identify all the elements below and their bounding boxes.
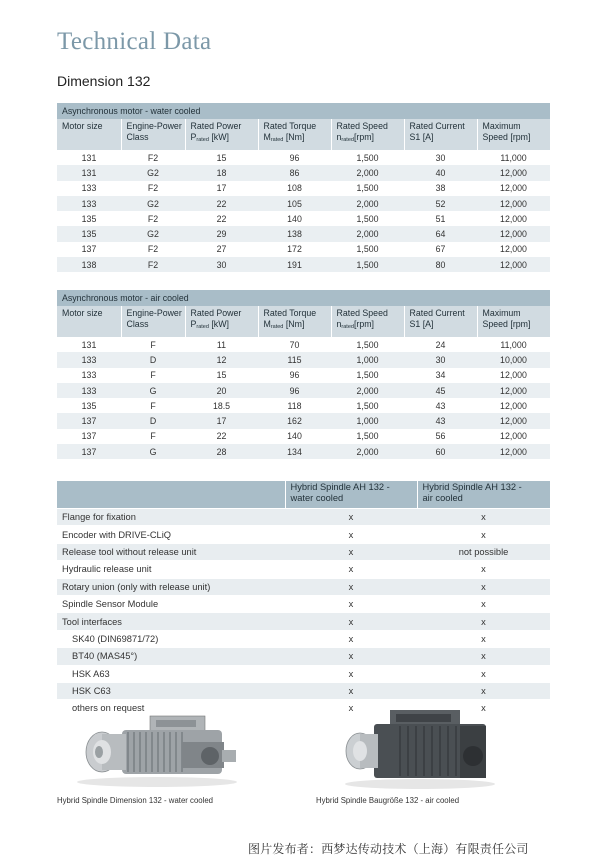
cell-current: 30: [404, 352, 477, 367]
cell-power: 17: [216, 183, 227, 194]
cell-speed: 2,000: [331, 383, 404, 398]
cell-torque: 138: [258, 226, 331, 241]
cell-size: 137: [57, 444, 121, 459]
feature-cell-water: x: [285, 665, 417, 682]
feature-cell-air: x: [417, 509, 550, 526]
feature-cell-air: x: [417, 613, 550, 630]
cell-cls: G: [121, 444, 185, 459]
feature-cell-air: not possible: [417, 543, 550, 560]
feature-cell-water: x: [285, 613, 417, 630]
cell-cls: G2: [121, 196, 185, 211]
feature-cell-air: x: [417, 682, 550, 699]
cell-current: 60: [404, 444, 477, 459]
cell-current: 38: [435, 183, 446, 194]
feature-row: [57, 526, 550, 543]
cell-cls: F: [150, 370, 156, 381]
cell-max: 12,000: [477, 413, 550, 428]
header-rated-torque: Rated Torque $M_{rated}$ [Nm]: [258, 306, 331, 337]
cell-torque: 70: [289, 339, 300, 350]
cell-power: 20: [185, 383, 258, 398]
cell-speed: 1,500: [356, 400, 379, 411]
air-cooled-table: [57, 290, 550, 459]
cell-size: 133: [57, 383, 121, 398]
cell-current: 52: [404, 196, 477, 211]
table-row: [57, 383, 550, 398]
cell-speed: 1,500: [356, 431, 379, 442]
feature-cell-water: x: [285, 630, 417, 647]
feature-cell-feature: Hydraulic release unit: [57, 561, 285, 578]
table-row: [57, 368, 550, 383]
cell-max: 12,000: [477, 196, 550, 211]
feature-row: [57, 595, 550, 612]
table-row: [57, 242, 550, 257]
header-motor-size: Motor size: [57, 119, 121, 150]
header-max-speed: Maximum Speed [rpm]: [477, 119, 550, 150]
feature-row: [57, 509, 550, 526]
table-row: [57, 196, 550, 211]
header-water-cooled: Hybrid Spindle AH 132 - water cooled: [285, 481, 417, 509]
feature-cell-air: x: [417, 595, 550, 612]
table-row: [57, 429, 550, 444]
feature-cell-water: x: [285, 648, 417, 665]
feature-cell-feature: Tool interfaces: [57, 613, 285, 630]
cell-cls: F2: [147, 244, 159, 255]
header-rated-torque: Rated Torque $M_{rated}$ [Nm]: [258, 119, 331, 150]
cell-cls: F: [150, 339, 156, 350]
table-row: [57, 337, 550, 352]
feature-cell-water: x: [285, 526, 417, 543]
air-table-caption: Asynchronous motor - air cooled: [57, 290, 550, 306]
cell-speed: 2,000: [331, 165, 404, 180]
feature-row: [57, 682, 550, 699]
feature-cell-water: x: [285, 595, 417, 612]
cell-max: 12,000: [500, 431, 527, 442]
cell-cls: F2: [147, 152, 159, 163]
cell-max: 11,000: [500, 339, 527, 350]
cell-size: 133: [81, 183, 97, 194]
feature-row: [57, 561, 550, 578]
feature-row: [57, 613, 550, 630]
cell-max: 12,000: [500, 213, 527, 224]
header-motor-size: Motor size: [57, 306, 121, 337]
header-rated-power: Rated Power $P_{rated}$ [kW]: [185, 119, 258, 150]
header-rated-power: Rated Power $P_{rated}$ [kW]: [185, 306, 258, 337]
feature-cell-feature: others on request: [57, 700, 285, 717]
air-spindle-caption: Hybrid Spindle Baugröße 132 - air cooled: [316, 796, 460, 805]
cell-speed: 2,000: [331, 226, 404, 241]
air-table-header: [57, 306, 550, 337]
cell-current: 30: [435, 152, 446, 163]
feature-cell-water: x: [285, 578, 417, 595]
feature-cell-feature: HSK A63: [57, 665, 285, 682]
cell-power: 22: [216, 213, 227, 224]
cell-current: 43: [404, 413, 477, 428]
cell-size: 131: [81, 152, 97, 163]
cell-torque: 172: [287, 244, 302, 255]
header-rated-speed: Rated Speed $n_{rated}[rpm]$: [331, 306, 404, 337]
feature-cell-feature: Spindle Sensor Module: [57, 595, 285, 612]
page-title: Technical Data: [57, 28, 212, 55]
water-spindle-caption: Hybrid Spindle Dimension 132 - water cooled: [57, 796, 214, 805]
cell-max: 12,000: [500, 400, 527, 411]
cell-current: 40: [404, 165, 477, 180]
cell-power: 30: [185, 257, 258, 272]
cell-speed: 1,500: [356, 370, 379, 381]
cell-torque: 118: [287, 400, 302, 411]
cell-power: 15: [216, 370, 227, 381]
cell-torque: 96: [258, 383, 331, 398]
cell-size: 131: [81, 339, 97, 350]
feature-comparison-table: [57, 480, 550, 717]
cell-speed: 1,500: [356, 152, 379, 163]
cell-size: 133: [57, 196, 121, 211]
cell-power: 27: [216, 244, 227, 255]
header-engine-power-class: Engine-Power Class: [121, 119, 185, 150]
page-subtitle: Dimension 132: [57, 73, 151, 89]
header-rated-current: Rated Current S1 [A]: [404, 119, 477, 150]
cell-current: 67: [435, 244, 446, 255]
cell-speed: 2,000: [331, 196, 404, 211]
feature-cell-feature: Flange for fixation: [57, 509, 285, 526]
table-row: [57, 150, 550, 165]
header-rated-current: Rated Current S1 [A]: [404, 306, 477, 337]
cell-power: 11: [216, 339, 227, 350]
cell-torque: 96: [289, 152, 300, 163]
cell-torque: 105: [258, 196, 331, 211]
feature-cell-feature: SK40 (DIN69871/72): [57, 630, 285, 647]
table-row: [57, 413, 550, 428]
cell-cls: D: [121, 413, 185, 428]
cell-cls: D: [121, 352, 185, 367]
cell-max: 12,000: [477, 165, 550, 180]
table-row: [57, 226, 550, 241]
feature-row: [57, 578, 550, 595]
cell-max: 12,000: [477, 383, 550, 398]
feature-header-empty: [57, 481, 285, 509]
cell-max: 12,000: [500, 370, 527, 381]
cell-power: 28: [185, 444, 258, 459]
cell-torque: 96: [289, 370, 300, 381]
publisher-footer: 图片发布者：西梦达传动技术（上海）有限责任公司: [248, 842, 529, 856]
cell-power: 15: [216, 152, 227, 163]
table-row: [57, 444, 550, 459]
cell-power: 22: [185, 196, 258, 211]
cell-size: 135: [81, 213, 97, 224]
feature-cell-air: x: [417, 578, 550, 595]
air-cooled-spindle-image: [330, 706, 500, 791]
cell-torque: 162: [258, 413, 331, 428]
cell-power: 29: [185, 226, 258, 241]
table-row: [57, 352, 550, 367]
feature-table-header: [57, 481, 550, 509]
cell-cls: G2: [121, 165, 185, 180]
cell-speed: 1,000: [331, 352, 404, 367]
cell-speed: 2,000: [331, 444, 404, 459]
feature-cell-air: x: [417, 526, 550, 543]
cell-size: 131: [57, 165, 121, 180]
cell-speed: 1,000: [331, 413, 404, 428]
cell-cls: G2: [121, 226, 185, 241]
cell-power: 12: [185, 352, 258, 367]
cell-size: 137: [57, 413, 121, 428]
cell-cls: F: [150, 400, 156, 411]
cell-size: 133: [81, 370, 97, 381]
cell-current: 24: [435, 339, 446, 350]
cell-power: 18: [185, 165, 258, 180]
cell-torque: 140: [287, 431, 302, 442]
table-row: [57, 398, 550, 413]
cell-max: 12,000: [500, 244, 527, 255]
cell-current: 56: [435, 431, 446, 442]
feature-cell-water: x: [285, 561, 417, 578]
cell-cls: F2: [147, 183, 159, 194]
table-row: [57, 181, 550, 196]
cell-current: 43: [435, 400, 446, 411]
cell-torque: 191: [258, 257, 331, 272]
water-cooled-spindle-image: [62, 710, 247, 790]
feature-cell-feature: HSK C63: [57, 682, 285, 699]
cell-max: 12,000: [477, 444, 550, 459]
feature-cell-air: x: [417, 665, 550, 682]
cell-current: 80: [404, 257, 477, 272]
feature-cell-feature: Encoder with DRIVE-CLiQ: [57, 526, 285, 543]
table-row: [57, 257, 550, 272]
table-row: [57, 165, 550, 180]
header-engine-power-class: Engine-Power Class: [121, 306, 185, 337]
water-table-caption: Asynchronous motor - water cooled: [57, 103, 550, 119]
feature-cell-air: x: [417, 700, 550, 717]
cell-torque: 108: [287, 183, 302, 194]
cell-speed: 1,500: [356, 339, 379, 350]
cell-size: 133: [57, 352, 121, 367]
cell-size: 138: [57, 257, 121, 272]
cell-size: 135: [81, 400, 97, 411]
cell-max: 12,000: [477, 226, 550, 241]
feature-cell-air: x: [417, 630, 550, 647]
cell-power: 17: [185, 413, 258, 428]
cell-max: 10,000: [477, 352, 550, 367]
water-table-header: [57, 119, 550, 150]
feature-cell-water: x: [285, 509, 417, 526]
feature-row: [57, 665, 550, 682]
cell-current: 34: [435, 370, 446, 381]
cell-speed: 1,500: [331, 257, 404, 272]
feature-cell-water: x: [285, 700, 417, 717]
cell-max: 12,000: [477, 257, 550, 272]
cell-max: 11,000: [500, 152, 527, 163]
cell-torque: 140: [287, 213, 302, 224]
feature-cell-water: x: [285, 682, 417, 699]
cell-size: 137: [81, 431, 97, 442]
cell-torque: 134: [258, 444, 331, 459]
feature-cell-water: x: [285, 543, 417, 560]
cell-current: 45: [404, 383, 477, 398]
feature-cell-feature: Release tool without release unit: [57, 543, 285, 560]
cell-torque: 115: [258, 352, 331, 367]
header-air-cooled: Hybrid Spindle AH 132 - air cooled: [417, 481, 550, 509]
cell-power: 18.5: [212, 400, 231, 411]
cell-speed: 1,500: [356, 213, 379, 224]
cell-cls: G: [121, 383, 185, 398]
cell-cls: F2: [121, 257, 185, 272]
cell-max: 12,000: [500, 183, 527, 194]
feature-row: [57, 630, 550, 647]
table-row: [57, 211, 550, 226]
feature-cell-feature: BT40 (MAS45°): [57, 648, 285, 665]
feature-cell-air: x: [417, 561, 550, 578]
cell-power: 22: [216, 431, 227, 442]
header-rated-speed: Rated Speed $n_{rated}[rpm]$: [331, 119, 404, 150]
feature-row: [57, 543, 550, 560]
cell-speed: 1,500: [356, 183, 379, 194]
cell-current: 51: [435, 213, 446, 224]
cell-size: 135: [57, 226, 121, 241]
feature-cell-feature: Rotary union (only with release unit): [57, 578, 285, 595]
water-cooled-table: [57, 103, 550, 272]
cell-speed: 1,500: [356, 244, 379, 255]
cell-cls: F2: [147, 213, 159, 224]
cell-current: 64: [404, 226, 477, 241]
cell-cls: F: [150, 431, 156, 442]
cell-torque: 86: [258, 165, 331, 180]
feature-cell-air: x: [417, 648, 550, 665]
feature-row: [57, 648, 550, 665]
header-max-speed: Maximum Speed [rpm]: [477, 306, 550, 337]
cell-size: 137: [81, 244, 97, 255]
